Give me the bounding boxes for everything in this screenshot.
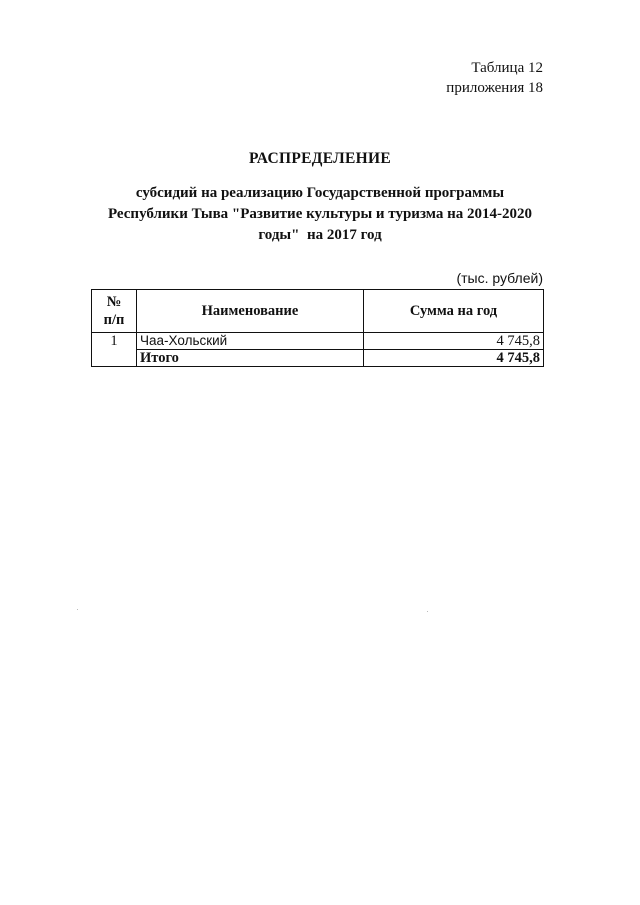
document-title: РАСПРЕДЕЛЕНИЕ <box>249 150 391 167</box>
subtitle-line-3: годы" на 2017 год <box>258 227 382 243</box>
header-name: Наименование <box>137 290 364 333</box>
row-name: Чаа-Хольский <box>137 333 364 350</box>
table-label: Таблица 12 <box>471 60 543 76</box>
header-number-line-2: п/п <box>103 312 125 328</box>
total-sum: 4 745,8 <box>364 350 544 367</box>
row-sum: 4 745,8 <box>364 333 544 350</box>
total-row <box>92 350 544 367</box>
table-row <box>92 333 544 350</box>
document-subtitle <box>70 183 570 246</box>
appendix-label: приложения 18 <box>446 80 543 96</box>
subtitle-line-1: субсидий на реализацию Государственной программы <box>135 185 505 201</box>
distribution-table <box>91 289 544 367</box>
row-number: 1 <box>92 333 137 367</box>
units-label: (тыс. рублей) <box>456 270 543 286</box>
total-label: Итого <box>137 350 364 367</box>
document-header <box>446 58 543 98</box>
header-number-line-1: № <box>106 294 122 310</box>
header-number <box>92 290 137 333</box>
scan-speck <box>427 611 428 612</box>
table-header-row <box>92 290 544 333</box>
header-sum: Сумма на год <box>364 290 544 333</box>
scan-speck <box>77 609 78 610</box>
subtitle-line-2: Республики Тыва "Развитие культуры и туризма на 2014-2020 <box>107 206 533 222</box>
